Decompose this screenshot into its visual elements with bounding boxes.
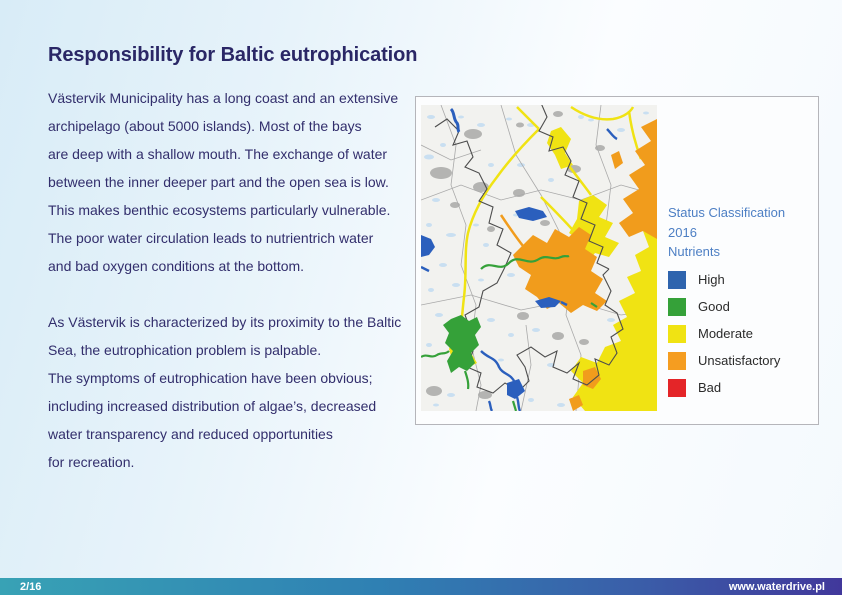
legend-item-high — [668, 271, 816, 289]
legend-label: Moderate — [698, 326, 753, 341]
legend-item-bad — [668, 379, 816, 397]
text-line: The symptoms of eutrophication have been obvious; — [48, 370, 373, 386]
legend-label: High — [698, 272, 725, 287]
high-color-swatch — [668, 271, 686, 289]
legend-title-line: Status Classification — [668, 205, 786, 220]
text-line: are deep with a shallow mouth. The exchange of water — [48, 146, 388, 162]
legend-title — [668, 203, 816, 262]
text-line: and bad oxygen conditions at the bottom. — [48, 258, 305, 274]
text-line: The poor water circulation leads to nutrientrich water — [48, 230, 374, 246]
legend-label: Unsatisfactory — [698, 353, 781, 368]
moderate-color-swatch — [668, 325, 686, 343]
paragraph-1 — [48, 84, 418, 280]
text-line: including increased distribution of algae’s, decreased — [48, 398, 377, 414]
legend-label: Bad — [698, 380, 722, 395]
text-line: As Västervik is characterized by its proximity to the Baltic — [48, 314, 402, 330]
legend-label: Good — [698, 299, 730, 314]
legend-title-line: 2016 — [668, 224, 697, 240]
map-panel — [415, 96, 819, 425]
page-number: 2/16 — [20, 580, 42, 593]
paragraph-2 — [48, 308, 418, 476]
unsatisfactory-color-swatch — [668, 352, 686, 370]
text-line: for recreation. — [48, 454, 135, 470]
footer-bar — [0, 578, 842, 595]
map-legend — [668, 203, 816, 406]
page-title: Responsibility for Baltic eutrophication — [48, 44, 418, 66]
legend-item-moderate — [668, 325, 816, 343]
legend-item-good — [668, 298, 816, 316]
text-line: between the inner deeper part and the open sea is low. — [48, 174, 389, 190]
legend-items — [668, 271, 816, 397]
status-map-image — [421, 105, 657, 411]
text-line: water transparency and reduced opportunities — [48, 426, 333, 442]
good-color-swatch — [668, 298, 686, 316]
website-url: www.waterdrive.pl — [728, 580, 825, 593]
text-line: archipelago (about 5000 islands). Most of the bays — [48, 118, 362, 134]
body-text — [48, 84, 418, 476]
status-map — [421, 105, 657, 411]
text-line: Västervik Municipality has a long coast and an extensive — [48, 90, 399, 106]
legend-item-unsatisfactory — [668, 352, 816, 370]
legend-title-line: Nutrients — [668, 244, 721, 259]
text-line: Sea, the eutrophication problem is palpable. — [48, 342, 322, 358]
text-line: This makes benthic ecosystems particularly vulnerable. — [48, 202, 391, 218]
bad-color-swatch — [668, 379, 686, 397]
